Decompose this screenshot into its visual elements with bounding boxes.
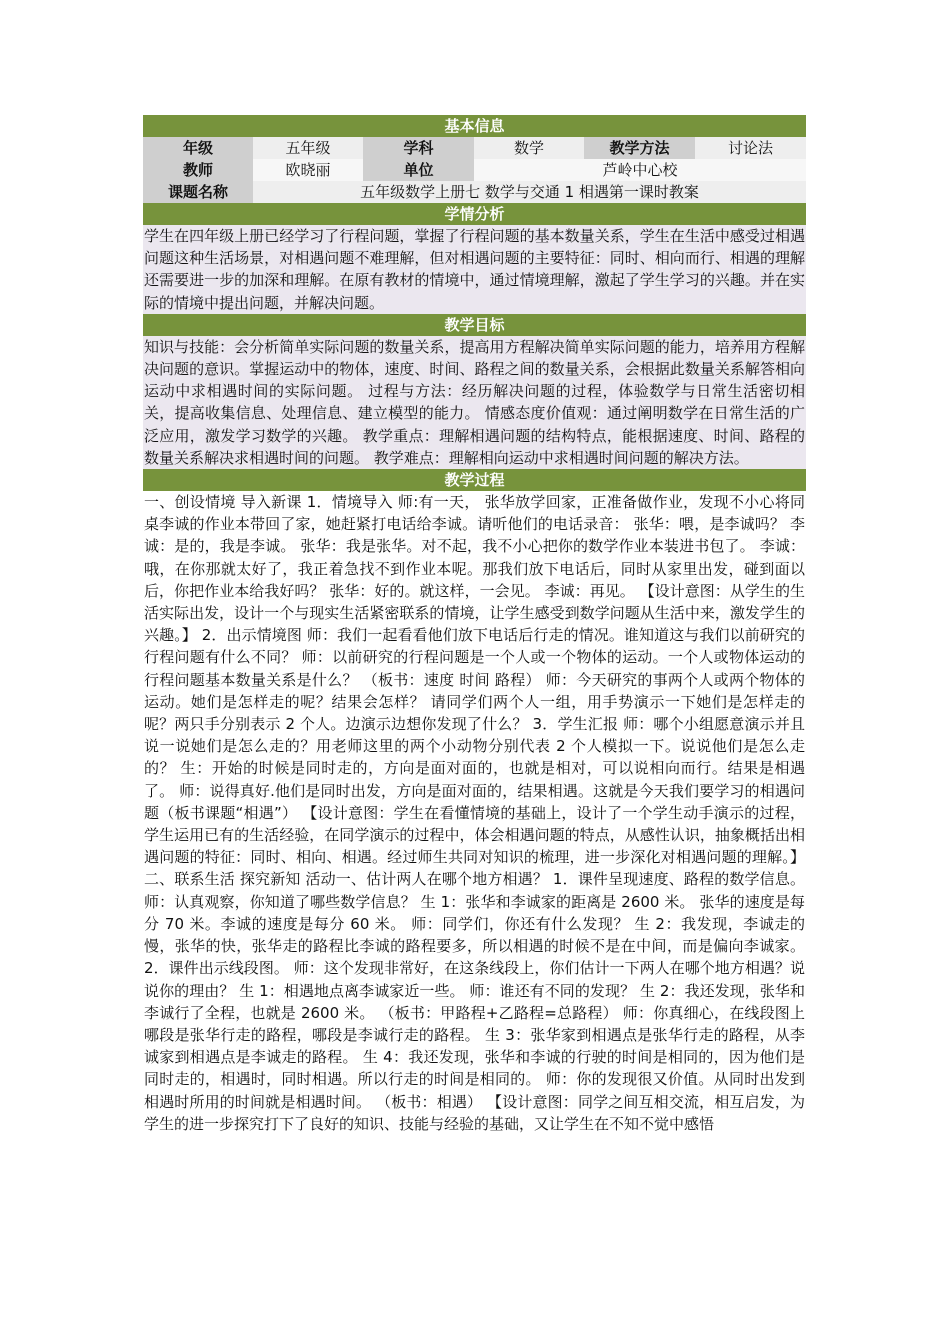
section-header-goals: 教学目标 — [143, 314, 806, 336]
section-header-process: 教学过程 — [143, 469, 806, 491]
unit-value: 芦岭中心校 — [602, 161, 678, 179]
subject-label: 学科 — [363, 137, 474, 159]
lesson-plan-table — [143, 115, 806, 1135]
grade-value: 五年级 — [285, 139, 331, 157]
goals-text: 知识与技能：会分析简单实际问题的数量关系，提高用方程解决简单实际问题的能力，培养用方程解决问题的意识。掌握运动中的物体，速度、时间、路程之间的数量关系，会根据此数量关系解答相向运动中求相遇时间的实际问题。 过程与方法：经历解决问题的过程，体验数学与日常生活密切相关，提高收集信息、处理信息、建立模型的能力。 情感态度价值观：通过阐明数学在日常生活的广泛应用，激发学习数学的兴趣。 教学重点：理解相遇问题的结构特点，能根据速度、时间、路程的数量关系解决求相遇时间的问题。 教学难点：理解相向运动中求相遇时间问题的解决方法。 — [143, 336, 806, 469]
section-header-analysis: 学情分析 — [143, 203, 806, 225]
teacher-value: 欧晓丽 — [285, 161, 331, 179]
grade-label: 年级 — [143, 137, 253, 159]
section-header-basic-info: 基本信息 — [143, 115, 806, 137]
info-row-grade — [143, 137, 806, 159]
method-label: 教学方法 — [584, 137, 695, 159]
teacher-label: 教师 — [143, 159, 253, 181]
process-text: 一、创设情境 导入新课 1．情境导入 师:有一天， 张华放学回家，正准备做作业，发现不小心将同桌李诚的作业本带回了家，她赶紧打电话给李诚。请听他们的电话录音： 张华：喂，是李诚吗？ 李诚：是的，我是李诚。 张华：我是张华。对不起，我不小心把你的数学作业本装进书包了。 李诚：哦，在你那就太好了，我正着急找不到作业本呢。那我们放下电话后，同时从家里出发，碰到面以后，你把作业本给我好吗？ 张华：好的。就这样，一会见。 李诚：再见。 【设计意图：从学生的生活实际出发，设计一个与现实生活紧密联系的情境，让学生感受到数学问题从生活中来，激发学生的兴趣。】 2．出示情境图 师：我们一起看看他们放下电话后行走的情况。谁知道这与我们以前研究的行程问题有什么不同？ 师：以前研究的行程问题是一个人或一个物体的运动。一个人或物体运动的行程问题基本数量关系是什么？ （板书：速度 时间 路程） 师：今天研究的事两个人或两个物体的运动。她们是怎样走的呢？结果会怎样？ 请同学们两个人一组，用手势演示一下她们是怎样走的呢？两只手分别表示 2 个人。边演示边想你发现了什么？ 3．学生汇报 师：哪个小组愿意演示并且说一说她们是怎么走的？用老师这里的两个小动物分别代表 2 个人模拟一下。说说他们是怎么走的？ 生：开始的时候是同时走的，方向是面对面的，也就是相对，可以说相向而行。结果是相遇了。 师：说得真好.他们是同时出发，方向是面对面的，结果相遇。这就是今天我们要学习的相遇问题（板书课题“相遇”） 【设计意图：学生在看懂情境的基础上，设计了一个学生动手演示的过程，学生运用已有的生活经验，在同学演示的过程中，体会相遇问题的特点，从感性认识，抽象概括出相遇问题的特征：同时、相向、相遇。经过师生共同对知识的梳理，进一步深化对相遇问题的理解。】 二、联系生活 探究新知 活动一、估计两人在哪个地方相遇？ 1．课件呈现速度、路程的数学信息。 师：认真观察，你知道了哪些数学信息？ 生 1：张华和李诚家的距离是 2600 米。 张华的速度是每分 70 米。李诚的速度是每分 60 米。 师：同学们，你还有什么发现？ 生 2：我发现，李诚走的慢，张华的快，张华走的路程比李诚的路程要多，所以相遇的时候不是在中间，而是偏向李诚家。 2．课件出示线段图。 师：这个发现非常好，在这条线段上，你们估计一下两人在哪个地方相遇？说说你的理由？ 生 1：相遇地点离李诚家近一些。 师：谁还有不同的发现？ 生 2：我还发现，张华和李诚行了全程，也就是 2600 米。 （板书：甲路程+乙路程=总路程） 师：你真细心，在线段图上哪段是张华行走的路程，哪段是李诚行走的路程。 生 3：张华家到相遇点是张华行走的路程，从李诚家到相遇点是李诚走的路程。 生 4：我还发现，张华和李诚的行驶的时间是相同的，因为他们是同时走的，相遇时，同时相遇。所以行走的时间是相同的。 师：你的发现很又价值。从同时出发到相遇时所用的时间就是相遇时间。 （板书：相遇） 【设计意图：同学之间互相交流，相互启发，为学生的进一步探究打下了良好的知识、技能与经验的基础，又让学生在不知不觉中感悟 — [143, 491, 806, 1135]
topic-value: 五年级数学上册七 数学与交通 1 相遇第一课时教案 — [360, 183, 699, 201]
method-value: 讨论法 — [727, 139, 773, 157]
topic-label: 课题名称 — [143, 181, 253, 203]
info-row-teacher — [143, 159, 806, 181]
unit-label: 单位 — [363, 159, 474, 181]
info-row-topic — [143, 181, 806, 203]
analysis-text: 学生在四年级上册已经学习了行程问题，掌握了行程问题的基本数量关系，学生在生活中感受过相遇问题这种生活场景，对相遇问题不难理解，但对相遇问题的主要特征：同时、相向而行、相遇的理解还需要进一步的加深和理解。在原有教材的情境中，通过情境理解，激起了学生学习的兴趣。并在实际的情境中提出问题，并解决问题。 — [143, 225, 806, 314]
subject-value: 数学 — [513, 139, 544, 157]
